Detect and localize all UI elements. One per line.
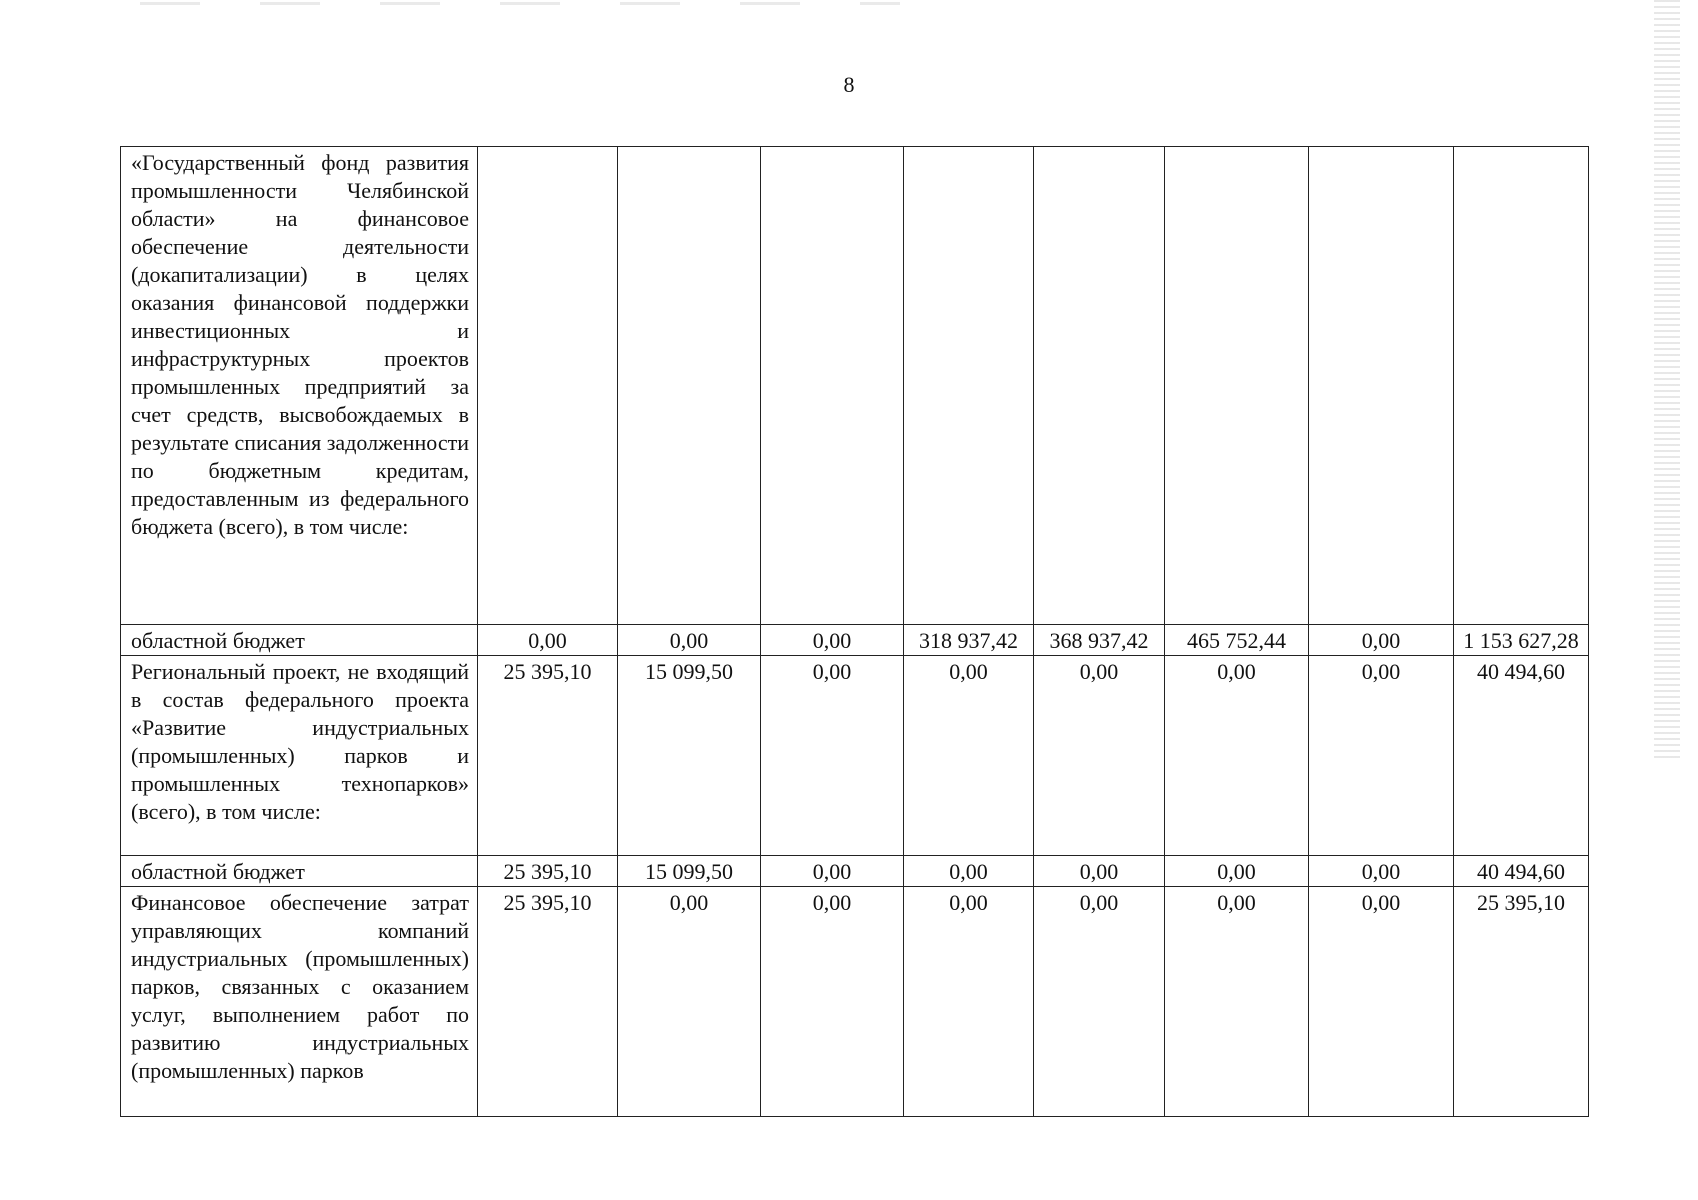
value-cell: 0,00 <box>1165 887 1309 1117</box>
scan-artifact-edge <box>1654 0 1680 760</box>
value-cell: 465 752,44 <box>1165 625 1309 656</box>
table-body <box>121 147 1589 1117</box>
value-cell: 0,00 <box>1034 887 1165 1117</box>
value-cell: 0,00 <box>904 856 1034 887</box>
scan-artifact-top <box>140 2 900 5</box>
value-cell: 0,00 <box>1165 856 1309 887</box>
value-cell: 0,00 <box>761 887 904 1117</box>
table-row <box>121 856 1589 887</box>
value-cell: 0,00 <box>761 656 904 856</box>
value-cell <box>1454 147 1589 625</box>
value-cell: 0,00 <box>1309 887 1454 1117</box>
row-label: Финансовое обеспечение затрат управляющих компаний индустриальных (промышленных) парков, связанных с оказанием услуг, выполнением работ по развитию индустриальных (промышленных) парков <box>121 887 478 1117</box>
value-cell: 0,00 <box>618 625 761 656</box>
value-cell: 318 937,42 <box>904 625 1034 656</box>
value-cell: 0,00 <box>904 656 1034 856</box>
value-cell: 0,00 <box>1165 656 1309 856</box>
value-cell: 40 494,60 <box>1454 656 1589 856</box>
value-cell: 0,00 <box>904 887 1034 1117</box>
value-cell: 25 395,10 <box>478 656 618 856</box>
value-cell <box>1309 147 1454 625</box>
row-label: Региональный проект, не входящий в состав федерального проекта «Развитие индустриальных (промышленных) парков и промышленных технопарков» (всего), в том числе: <box>121 656 478 856</box>
value-cell: 0,00 <box>1034 856 1165 887</box>
table-row <box>121 625 1589 656</box>
value-cell: 15 099,50 <box>618 656 761 856</box>
value-cell: 25 395,10 <box>478 887 618 1117</box>
value-cell: 1 153 627,28 <box>1454 625 1589 656</box>
value-cell: 0,00 <box>1309 856 1454 887</box>
value-cell: 0,00 <box>761 856 904 887</box>
table-row <box>121 147 1589 625</box>
value-cell: 15 099,50 <box>618 856 761 887</box>
value-cell: 25 395,10 <box>478 856 618 887</box>
row-label: областной бюджет <box>121 625 478 656</box>
row-label: «Государственный фонд развития промышленности Челябинской области» на финансовое обеспечение деятельности (докапитализации) в целях оказания финансовой поддержки инвестиционных и инфраструктурных проектов промышленных предприятий за счет средств, высвобождаемых в результате списания задолженности по бюджетным кредитам, предоставленным из федерального бюджета (всего), в том числе: <box>121 147 478 625</box>
value-cell: 0,00 <box>1034 656 1165 856</box>
page-number: 8 <box>843 72 855 97</box>
row-label: областной бюджет <box>121 856 478 887</box>
value-cell <box>1034 147 1165 625</box>
value-cell: 0,00 <box>618 887 761 1117</box>
value-cell <box>618 147 761 625</box>
value-cell: 0,00 <box>1309 625 1454 656</box>
value-cell <box>1165 147 1309 625</box>
table-row <box>121 656 1589 856</box>
value-cell: 0,00 <box>761 625 904 656</box>
value-cell <box>478 147 618 625</box>
value-cell: 368 937,42 <box>1034 625 1165 656</box>
table-row <box>121 887 1589 1117</box>
value-cell <box>761 147 904 625</box>
value-cell <box>904 147 1034 625</box>
value-cell: 0,00 <box>478 625 618 656</box>
value-cell: 0,00 <box>1309 656 1454 856</box>
budget-table <box>120 146 1589 1117</box>
value-cell: 25 395,10 <box>1454 887 1589 1117</box>
value-cell: 40 494,60 <box>1454 856 1589 887</box>
